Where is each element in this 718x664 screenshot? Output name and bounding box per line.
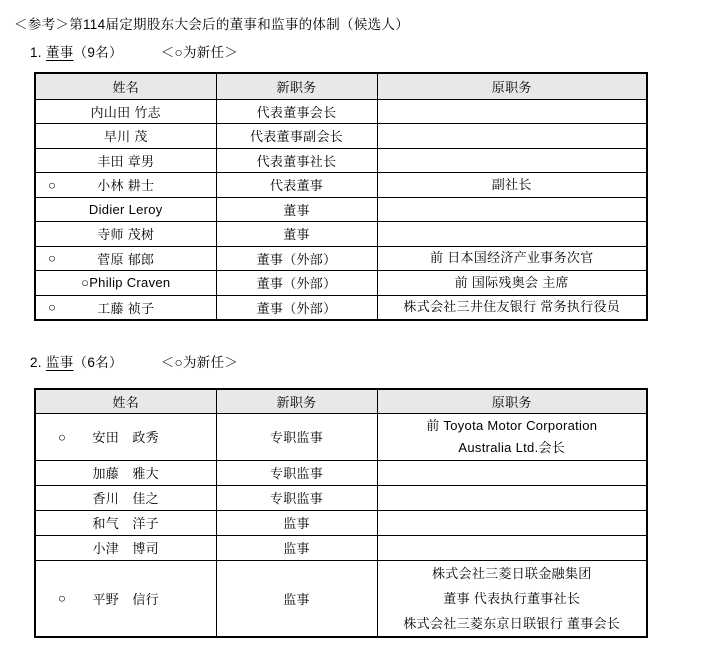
person-name: 和气 洋子 [92, 516, 159, 531]
table-row [35, 560, 647, 637]
person-name: 丰田 章男 [97, 153, 155, 169]
name-cell [35, 246, 216, 271]
table-row [35, 295, 647, 320]
new-position-cell: 监事 [216, 510, 377, 535]
person-name: ○Philip Craven [81, 275, 171, 291]
person-name: 安田 政秀 [92, 430, 159, 445]
former-position-cell [377, 222, 647, 247]
former-position-line: 副社长 [491, 176, 532, 192]
person-name: 小林 耕士 [97, 178, 155, 194]
new-appointee-marker-icon: ○ [48, 177, 57, 193]
section-2-title: 监事 [45, 355, 74, 370]
table-row [35, 197, 647, 222]
header-cell-name: 姓名 [35, 389, 216, 413]
new-position-cell: 监事 [216, 560, 377, 637]
page-title: ＜参考＞第114届定期股东大会后的董事和监事的体制（候选人） [14, 17, 410, 32]
table-row [35, 222, 647, 247]
former-position-cell [377, 148, 647, 173]
person-name: 菅原 郁郎 [97, 251, 155, 267]
table-row [35, 124, 647, 149]
name-cell [35, 99, 216, 124]
former-position-cell [377, 271, 647, 296]
section-2-new-appointee-legend: ＜○为新任＞ [160, 355, 239, 370]
section-1-new-appointee-legend: ＜○为新任＞ [160, 45, 239, 60]
new-appointee-marker-icon: ○ [58, 429, 67, 444]
name-cell [35, 222, 216, 247]
name-cell [35, 295, 216, 320]
header-cell-former-position: 原职务 [377, 73, 647, 99]
new-appointee-marker-icon: ○ [48, 299, 57, 315]
table-row [35, 148, 647, 173]
name-cell [35, 124, 216, 149]
new-appointee-marker-icon: ○ [48, 250, 57, 266]
section-1-heading [30, 41, 238, 61]
directors-table [34, 72, 648, 321]
name-cell [35, 413, 216, 460]
person-name: 香川 佳之 [92, 491, 159, 506]
table-row [35, 510, 647, 535]
former-position-cell [377, 460, 647, 485]
new-position-cell: 专职监事 [216, 485, 377, 510]
person-name: 加藤 雅大 [92, 466, 159, 481]
header-cell-new-position: 新职务 [216, 73, 377, 99]
person-name: 工藤 祯子 [97, 300, 155, 316]
new-position-cell: 监事 [216, 535, 377, 560]
header-cell-name: 姓名 [35, 73, 216, 99]
former-position-line: 株式会社三井住友银行 常务执行役员 [403, 299, 621, 314]
former-position-line: 前 国际残奥会 主席 [454, 274, 569, 290]
former-position-line: 前 日本国经济产业事务次官 [429, 250, 594, 266]
former-position-line: 前 Toyota Motor Corporation [426, 417, 598, 433]
table-row [35, 173, 647, 198]
new-position-cell: 董事（外部） [216, 295, 377, 320]
name-cell [35, 510, 216, 535]
table-row [35, 535, 647, 560]
new-position-cell: 代表董事社长 [216, 148, 377, 173]
person-name: 小津 博司 [92, 541, 159, 556]
name-cell [35, 173, 216, 198]
former-position-cell [377, 173, 647, 198]
person-name: 早川 茂 [103, 129, 148, 145]
former-position-line: Australia Ltd.会长 [458, 439, 566, 455]
table-header-row [35, 389, 647, 413]
table-row [35, 99, 647, 124]
table-header-row [35, 73, 647, 99]
section-2-count: （6名） [73, 355, 123, 370]
section-1-title: 董事 [45, 45, 74, 60]
former-position-cell [377, 295, 647, 320]
table-row [35, 246, 647, 271]
name-cell [35, 535, 216, 560]
table-row [35, 485, 647, 510]
section-2-heading [30, 351, 238, 371]
new-position-cell: 专职监事 [216, 413, 377, 460]
table-row [35, 413, 647, 460]
name-cell [35, 560, 216, 637]
former-position-cell [377, 124, 647, 149]
former-position-cell [377, 535, 647, 560]
new-position-cell: 专职监事 [216, 460, 377, 485]
new-position-cell: 代表董事会长 [216, 99, 377, 124]
name-cell [35, 460, 216, 485]
former-position-line: 株式会社三菱日联金融集团 [431, 565, 592, 581]
person-name: 寺师 茂树 [97, 227, 155, 243]
table-row [35, 460, 647, 485]
name-cell [35, 485, 216, 510]
former-position-cell [377, 246, 647, 271]
former-position-cell [377, 560, 647, 637]
former-position-line: 董事 代表执行董事社长 [443, 590, 581, 606]
section-2-number: 2. [30, 355, 46, 370]
new-position-cell: 代表董事 [216, 173, 377, 198]
name-cell [35, 148, 216, 173]
header-cell-former-position: 原职务 [377, 389, 647, 413]
auditors-table [34, 388, 648, 638]
former-position-cell [377, 197, 647, 222]
new-position-cell: 董事 [216, 222, 377, 247]
new-appointee-marker-icon: ○ [58, 590, 67, 606]
new-position-cell: 董事（外部） [216, 271, 377, 296]
section-1-count: （9名） [73, 45, 123, 60]
header-cell-new-position: 新职务 [216, 389, 377, 413]
new-position-cell: 董事 [216, 197, 377, 222]
former-position-cell [377, 99, 647, 124]
former-position-cell [377, 485, 647, 510]
name-cell [35, 197, 216, 222]
name-cell [35, 271, 216, 296]
new-position-cell: 代表董事副会长 [216, 124, 377, 149]
person-name: Didier Leroy [88, 201, 163, 217]
person-name: 内山田 竹志 [90, 104, 161, 120]
former-position-cell [377, 510, 647, 535]
new-position-cell: 董事（外部） [216, 246, 377, 271]
former-position-line: 株式会社三菱东京日联银行 董事会长 [403, 615, 621, 631]
person-name: 平野 信行 [92, 591, 159, 607]
former-position-cell [377, 413, 647, 460]
table-row [35, 271, 647, 296]
section-1-number: 1. [30, 45, 46, 60]
